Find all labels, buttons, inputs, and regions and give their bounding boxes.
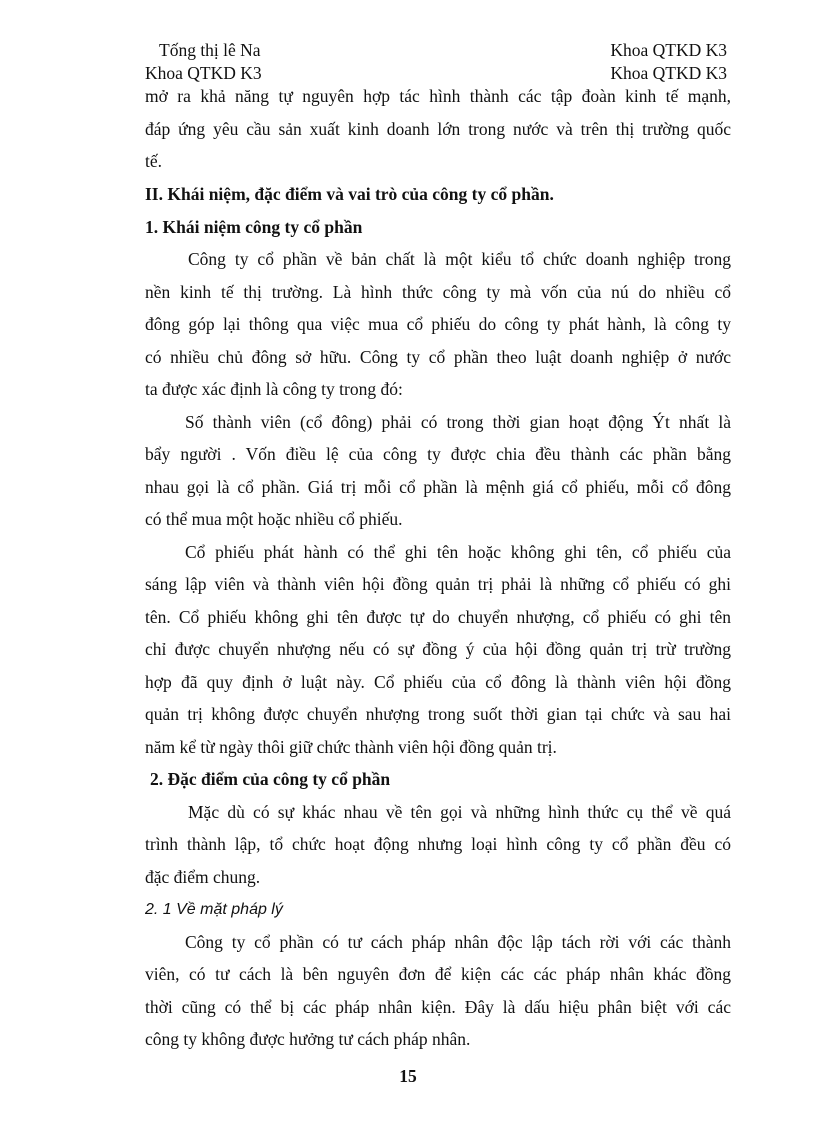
paragraph-5-line: Công ty cổ phần có tư cách pháp nhân độc lập tách rời với các thành xyxy=(185,932,731,952)
paragraph-3-line: quản trị không được chuyển nhượng trong suốt thời gian tại chức và sau hai xyxy=(145,704,731,724)
paragraph-1-line: Công ty cổ phần về bản chất là một kiểu tổ chức doanh nghiệp trong xyxy=(188,249,731,269)
body-line: đáp ứng yêu cầu sản xuất kinh doanh lớn trong nước và trên thị trường quốc xyxy=(145,119,731,139)
paragraph-1-line: có nhiều chủ đông sở hữu. Công ty cổ phần theo luật doanh nghiệp ở nước xyxy=(145,347,731,367)
paragraph-5-line: viên, có tư cách là bên nguyên đơn để kiện các các pháp nhân khác đồng xyxy=(145,964,731,984)
paragraph-3-line: chỉ được chuyển nhượng nếu có sự đồng ý của hội đồng quản trị trừ trường xyxy=(145,639,731,659)
subsection-heading-2-1: 2. 1 Về mặt pháp lý xyxy=(145,901,283,918)
subsection-heading-1: 1. Khái niệm công ty cổ phần xyxy=(145,217,363,237)
header-faculty-top: Khoa QTKD K3 xyxy=(610,40,727,60)
header-faculty-right: Khoa QTKD K3 xyxy=(610,63,727,83)
paragraph-4-line: Mặc dù có sự khác nhau về tên gọi và những hình thức cụ thể về quá xyxy=(188,802,731,822)
page-header-row-1 xyxy=(145,38,727,62)
body-line: mở ra khả năng tự nguyên hợp tác hình thành các tập đoàn kinh tế mạnh, xyxy=(145,86,731,106)
paragraph-2-line: Số thành viên (cổ đông) phải có trong thời gian hoạt động Ýt nhất là xyxy=(185,412,731,432)
paragraph-1-line: ta được xác định là công ty trong đó: xyxy=(145,379,403,399)
paragraph-2-line: nhau gọi là cổ phần. Giá trị mỗi cổ phần là mệnh giá cổ phiếu, mỗi cổ đông xyxy=(145,477,731,497)
paragraph-3-line: Cổ phiếu phát hành có thể ghi tên hoặc không ghi tên, cổ phiếu của xyxy=(185,542,731,562)
paragraph-3-line: năm kể từ ngày thôi giữ chức thành viên hội đồng quản trị. xyxy=(145,737,557,757)
paragraph-1-line: đông góp lại thông qua việc mua cổ phiếu do công ty phát hành, là công ty xyxy=(145,314,731,334)
paragraph-3-line: sáng lập viên và thành viên hội đồng quản trị phải là những cổ phiếu có ghi xyxy=(145,574,731,594)
paragraph-5-line: công ty không được hưởng tư cách pháp nhân. xyxy=(145,1029,471,1049)
header-author: Tống thị lê Na xyxy=(159,40,261,60)
section-heading: II. Khái niệm, đặc điểm và vai trò của công ty cổ phần. xyxy=(145,184,554,204)
paragraph-1-line: nền kinh tế thị trường. Là hình thức công ty mà vốn của nú do nhiều cổ xyxy=(145,282,731,302)
paragraph-3-line: tên. Cổ phiếu không ghi tên được tự do chuyển nhượng, cổ phiếu có ghi tên xyxy=(145,607,731,627)
subsection-heading-2: 2. Đặc điểm của công ty cổ phần xyxy=(150,769,391,789)
paragraph-4-line: đặc điểm chung. xyxy=(145,867,261,887)
body-line: tế. xyxy=(145,151,163,171)
paragraph-5-line: thời cũng có thể bị các pháp nhân kiện. Đây là dấu hiệu phân biệt với các xyxy=(145,997,731,1017)
page-number: 15 xyxy=(399,1066,417,1086)
paragraph-4-line: trình thành lập, tổ chức hoạt động nhưng loại hình công ty cổ phần đều có xyxy=(145,834,731,854)
header-faculty-left: Khoa QTKD K3 xyxy=(145,63,262,83)
paragraph-2-line: bẩy người . Vốn điều lệ của công ty được chia đều thành các phần bằng xyxy=(145,444,731,464)
paragraph-3-line: hợp đã quy định ở luật này. Cổ phiếu của cổ đông là thành viên hội đồng xyxy=(145,672,731,692)
paragraph-2-line: có thể mua một hoặc nhiều cổ phiếu. xyxy=(145,509,403,529)
